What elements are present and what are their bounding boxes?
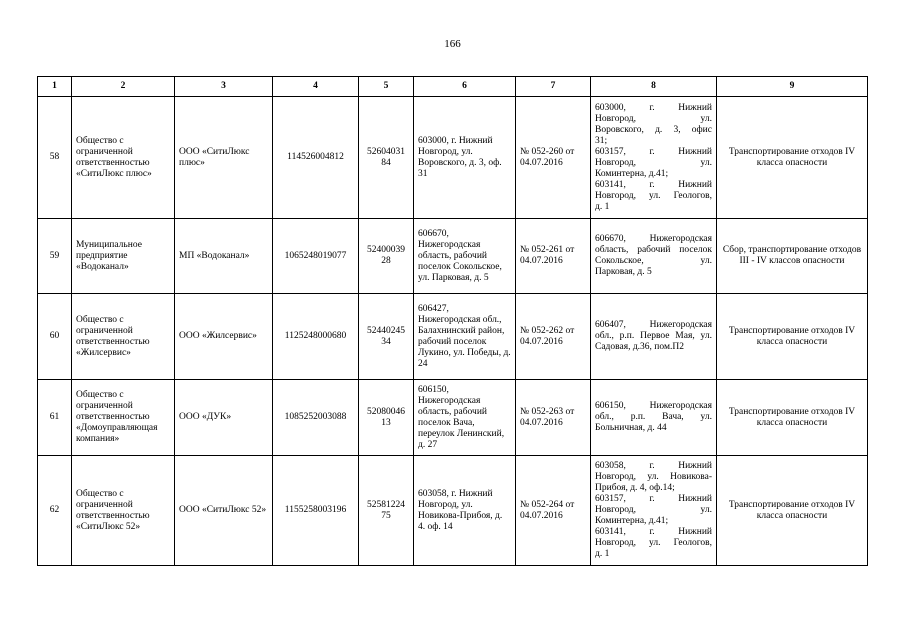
column-header-7: 7 xyxy=(516,77,591,97)
license-number: № 052-263 от 04.07.2016 xyxy=(516,380,591,456)
work-addresses xyxy=(591,294,717,380)
work-address-line: 31; xyxy=(595,135,608,146)
organization-full-name: Общество с ограниченной ответственностью «СитиЛюкс 52» xyxy=(72,456,175,566)
work-address-line: 603157, г. Нижний xyxy=(595,494,712,504)
ogrn-cell: 1125248000680 xyxy=(273,294,359,380)
work-address-line: Новгород, ул. xyxy=(595,157,712,168)
inn-part: 52080046 xyxy=(367,406,405,417)
column-header-8: 8 xyxy=(591,77,717,97)
work-address-line: Коминтерна, д.41; xyxy=(595,516,669,526)
license-number: № 052-262 от 04.07.2016 xyxy=(516,294,591,380)
legal-address: 606427, Нижегородская обл., Балахнинский район, рабочий поселок Лукино, ул. Победы, д. 24 xyxy=(414,294,516,380)
page-number: 166 xyxy=(444,38,461,50)
inn-part: 84 xyxy=(381,157,391,168)
ogrn-cell: 1065248019077 xyxy=(273,219,359,294)
column-header-9: 9 xyxy=(717,77,868,97)
work-address-line: область, рабочий поселок xyxy=(595,245,712,255)
work-address-line: Сокольское, ул. xyxy=(595,256,712,266)
row-number: 60 xyxy=(38,294,72,380)
ogrn-cell: 114526004812 xyxy=(273,97,359,219)
column-header-1: 1 xyxy=(38,77,72,97)
organization-full-name: Общество с ограниченной ответственностью «Домоуправляющая компания» xyxy=(72,380,175,456)
work-address-line: обл., р.п. Вача, ул. xyxy=(595,412,712,422)
work-address-line: д. 1 xyxy=(595,549,610,559)
work-address-line: Садовая, д.36, пом.П2 xyxy=(595,342,684,352)
work-address-line: Новгород, ул. Геологов, xyxy=(595,538,712,548)
inn-part: 52440245 xyxy=(367,325,405,336)
organization-short-name: МП «Водоканал» xyxy=(175,219,273,294)
activity-type: Сбор, транспортирование отходов III - IV классов опасности xyxy=(717,219,868,294)
inn-cell xyxy=(359,219,414,294)
legal-address: 603000, г. Нижний Новгород, ул. Воровского, д. 3, оф. 31 xyxy=(414,97,516,219)
license-number: № 052-261 от 04.07.2016 xyxy=(516,219,591,294)
work-address-line: 603000, г. Нижний xyxy=(595,102,712,113)
inn-part: 52604031 xyxy=(367,146,405,157)
inn-part: 52400039 xyxy=(367,245,405,255)
work-address-line: Новгород, ул. Новикова- xyxy=(595,472,712,482)
legal-address: 606150, Нижегородская область, рабочий поселок Вача, переулок Ленинский, д. 27 xyxy=(414,380,516,456)
work-address-line: д. 1 xyxy=(595,201,610,212)
work-address-line: 606407, Нижегородская xyxy=(595,320,712,330)
work-address-line: обл., р.п. Первое Мая, ул. xyxy=(595,331,712,341)
work-address-line: Новгород, ул. xyxy=(595,113,712,124)
organization-short-name: ООО «Жилсервис» xyxy=(175,294,273,380)
activity-type: Транспортирование отходов IV класса опасности xyxy=(717,456,868,566)
inn-part: 13 xyxy=(381,417,391,428)
work-address-line: 603141, г. Нижний xyxy=(595,527,712,537)
activity-type: Транспортирование отходов IV класса опасности xyxy=(717,97,868,219)
inn-part: 52581224 xyxy=(367,499,405,510)
inn-cell xyxy=(359,97,414,219)
activity-type: Транспортирование отходов IV класса опасности xyxy=(717,294,868,380)
row-number: 62 xyxy=(38,456,72,566)
column-header-3: 3 xyxy=(175,77,273,97)
row-number: 58 xyxy=(38,97,72,219)
activity-type: Транспортирование отходов IV класса опасности xyxy=(717,380,868,456)
row-number: 61 xyxy=(38,380,72,456)
work-address-line: 606150, Нижегородская xyxy=(595,401,712,411)
table-row xyxy=(38,219,868,294)
organization-short-name: ООО «СитиЛюкс 52» xyxy=(175,456,273,566)
column-header-4: 4 xyxy=(273,77,359,97)
work-address-line: Парковая, д. 5 xyxy=(595,267,652,277)
organization-full-name: Общество с ограниченной ответственностью «СитиЛюкс плюс» xyxy=(72,97,175,219)
legal-address: 603058, г. Нижний Новгород, ул. Новикова-Прибоя, д. 4. оф. 14 xyxy=(414,456,516,566)
work-address-line: Новгород, ул. xyxy=(595,505,712,515)
inn-cell xyxy=(359,456,414,566)
work-address-line: Воровского, д. 3, офис xyxy=(595,124,712,135)
license-number: № 052-264 от 04.07.2016 xyxy=(516,456,591,566)
inn-part: 34 xyxy=(381,336,391,347)
work-address-line: 603157, г. Нижний xyxy=(595,146,712,157)
inn-cell xyxy=(359,380,414,456)
work-address-line: 606670, Нижегородская xyxy=(595,234,712,244)
column-header-5: 5 xyxy=(359,77,414,97)
work-address-line: 603141, г. Нижний xyxy=(595,179,712,190)
work-address-line: Новгород, ул. Геологов, xyxy=(595,190,712,201)
legal-address: 606670, Нижегородская область, рабочий поселок Сокольское, ул. Парковая, д. 5 xyxy=(414,219,516,294)
column-header-6: 6 xyxy=(414,77,516,97)
header-row xyxy=(38,77,868,97)
work-addresses xyxy=(591,456,717,566)
organization-full-name: Муниципальное предприятие «Водоканал» xyxy=(72,219,175,294)
work-addresses xyxy=(591,97,717,219)
ogrn-cell: 1085252003088 xyxy=(273,380,359,456)
organization-full-name: Общество с ограниченной ответственностью «Жилсервис» xyxy=(72,294,175,380)
organization-short-name: ООО «ДУК» xyxy=(175,380,273,456)
inn-part: 75 xyxy=(381,510,391,521)
table-row xyxy=(38,97,868,219)
table-row xyxy=(38,294,868,380)
inn-part: 28 xyxy=(381,256,391,266)
table-row xyxy=(38,456,868,566)
work-addresses xyxy=(591,380,717,456)
work-address-line: 603058, г. Нижний xyxy=(595,461,712,471)
column-header-2: 2 xyxy=(72,77,175,97)
organization-short-name: ООО «СитиЛюкс плюс» xyxy=(175,97,273,219)
table-row xyxy=(38,380,868,456)
work-address-line: Прибоя, д. 4, оф.14; xyxy=(595,483,675,493)
work-address-line: Коминтерна, д.41; xyxy=(595,168,669,179)
license-number: № 052-260 от 04.07.2016 xyxy=(516,97,591,219)
work-addresses xyxy=(591,219,717,294)
inn-cell xyxy=(359,294,414,380)
license-registry-table xyxy=(37,76,868,566)
ogrn-cell: 1155258003196 xyxy=(273,456,359,566)
row-number: 59 xyxy=(38,219,72,294)
work-address-line: Больничная, д. 44 xyxy=(595,423,667,433)
